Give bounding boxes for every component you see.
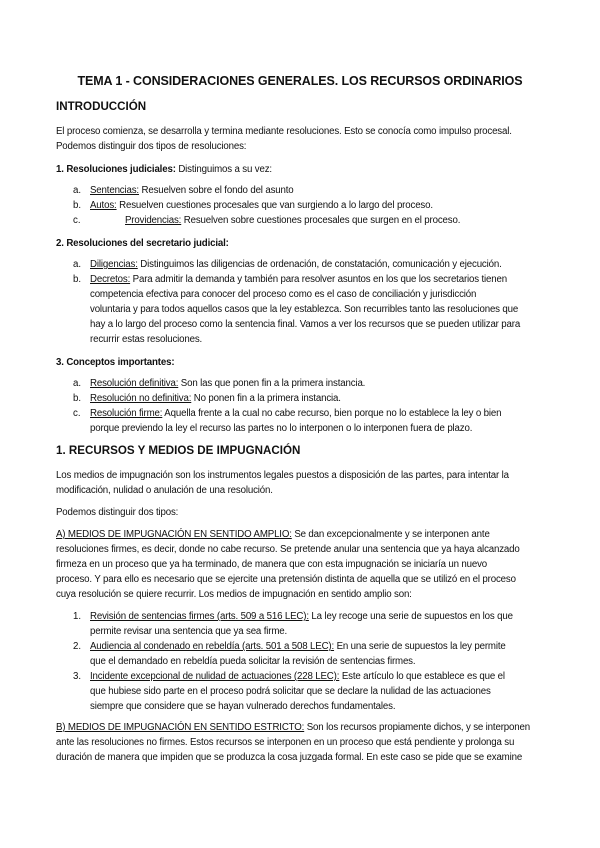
list-marker: a.	[73, 185, 82, 196]
recursos-heading: 1. RECURSOS Y MEDIOS DE IMPUGNACIÓN	[56, 444, 301, 457]
list-marker: b.	[73, 274, 82, 285]
medios-estricto-heading: B) MEDIOS DE IMPUGNACIÓN EN SENTIDO ESTRICTO: Son los recursos propiamente dichos, y se interponen	[56, 722, 530, 733]
paragraph-line: resoluciones firmes, es decir, donde no cabe recurso. Se pretende anular una sentencia que ya haya alcanzado	[56, 544, 520, 555]
list-item-incidente: Incidente excepcional de nulidad de actuaciones (228 LEC): Este artículo lo que establece es que el	[90, 671, 505, 682]
list-item-diligencias: Diligencias: Distinguimos las diligencias de ordenación, de constatación, comunicación y ejecución.	[90, 259, 502, 270]
list-marker: 1.	[73, 611, 82, 622]
paragraph-line: proceso. Y para ello es necesario que se ejercite una pretensión distinta de aquella que se utilizó en el proceso	[56, 574, 516, 585]
intro-heading: INTRODUCCIÓN	[56, 100, 147, 113]
paragraph-line: voluntaria y para todos aquellos casos que la ley establezca. Son recurribles tanto las resoluciones que	[90, 304, 519, 315]
paragraph-line: que el demandado en rebeldía pueda solicitar la revisión de sentencias firmes.	[90, 656, 416, 667]
intro-paragraph-line: El proceso comienza, se desarrolla y termina mediante resoluciones. Esto se conocía como impulso procesal.	[56, 126, 512, 137]
list-item-audiencia: Audiencia al condenado en rebeldía (arts. 501 a 508 LEC): En una serie de supuestos la ley permite	[90, 641, 506, 652]
paragraph-line: Los medios de impugnación son los instrumentos legales puestos a disposición de las partes, para intentar la	[56, 470, 509, 481]
paragraph-line: Podemos distinguir dos tipos:	[56, 507, 179, 518]
list-marker: a.	[73, 378, 82, 389]
list-marker: b.	[73, 200, 82, 211]
paragraph-line: siempre que considere que se hayan vulnerado derechos fundamentales.	[90, 701, 396, 712]
paragraph-line: ante las resoluciones no firmes. Estos recursos se interponen en un proceso que está pendiente y prolonga su	[56, 737, 515, 748]
paragraph-line: permite revisar una sentencia que ya sea firme.	[90, 626, 288, 637]
section-1-heading: 1. Resoluciones judiciales: Distinguimos a su vez:	[56, 164, 272, 175]
list-item-autos: Autos: Resuelven cuestiones procesales que van surgiendo a lo largo del proceso.	[90, 200, 433, 211]
paragraph-line: que hubiese sido parte en el proceso podrá solicitar que se declare la nulidad de las actuaciones	[90, 686, 491, 697]
document-title: TEMA 1 - CONSIDERACIONES GENERALES. LOS RECURSOS ORDINARIOS	[77, 74, 523, 88]
section-2-heading: 2. Resoluciones del secretario judicial:	[56, 238, 229, 249]
paragraph-line: porque previendo la ley el recurso las partes no lo interponen o lo interponen fuera de plazo.	[90, 423, 473, 434]
paragraph-line: cuya resolución se quiere recurrir. Los medios de impugnación en sentido amplio son:	[56, 589, 412, 600]
list-item-revision: Revisión de sentencias firmes (arts. 509 a 516 LEC): La ley recoge una serie de supuestos en los que	[90, 611, 513, 622]
list-marker: 2.	[73, 641, 82, 652]
list-item-resolucion-no-definitiva: Resolución no definitiva: No ponen fin a la primera instancia.	[90, 393, 341, 404]
list-item-sentencias: Sentencias: Resuelven sobre el fondo del asunto	[90, 185, 294, 196]
list-marker: a.	[73, 259, 82, 270]
medios-amplio-heading: A) MEDIOS DE IMPUGNACIÓN EN SENTIDO AMPLIO: Se dan excepcionalmente y se interponen ante	[56, 529, 490, 540]
list-item-decretos: Decretos: Para admitir la demanda y también para resolver asuntos en los que los secretarios tienen	[90, 274, 508, 285]
paragraph-line: competencia efectiva para conocer del proceso como es el caso de conciliación y jurisdicción	[90, 289, 477, 300]
paragraph-line: modificación, nulidad o anulación de una resolución.	[56, 485, 273, 496]
intro-paragraph-line: Podemos distinguir dos tipos de resoluciones:	[56, 141, 247, 152]
list-item-providencias: Providencias: Resuelven sobre cuestiones procesales que surgen en el proceso.	[125, 215, 461, 226]
list-marker: 3.	[73, 671, 82, 682]
list-marker: c.	[73, 215, 81, 226]
list-item-resolucion-firme: Resolución firme: Aquella frente a la cual no cabe recurso, bien porque no lo establece la ley o bien	[90, 408, 502, 419]
section-3-heading: 3. Conceptos importantes:	[56, 357, 175, 368]
list-marker: c.	[73, 408, 81, 419]
paragraph-line: firmeza en un proceso que ya ha terminado, de manera que con esta impugnación se iniciaría un nuevo	[56, 559, 488, 570]
paragraph-line: hay a lo largo del proceso como la sentencia final. Vamos a ver los recursos que se pueden utilizar para	[90, 319, 521, 330]
paragraph-line: recurrir estas resoluciones.	[90, 334, 203, 345]
paragraph-line: duración de manera que impiden que se produzca la cosa juzgada formal. En este caso se pide que se examine	[56, 752, 523, 763]
list-marker: b.	[73, 393, 82, 404]
list-item-resolucion-definitiva: Resolución definitiva: Son las que ponen fin a la primera instancia.	[90, 378, 366, 389]
